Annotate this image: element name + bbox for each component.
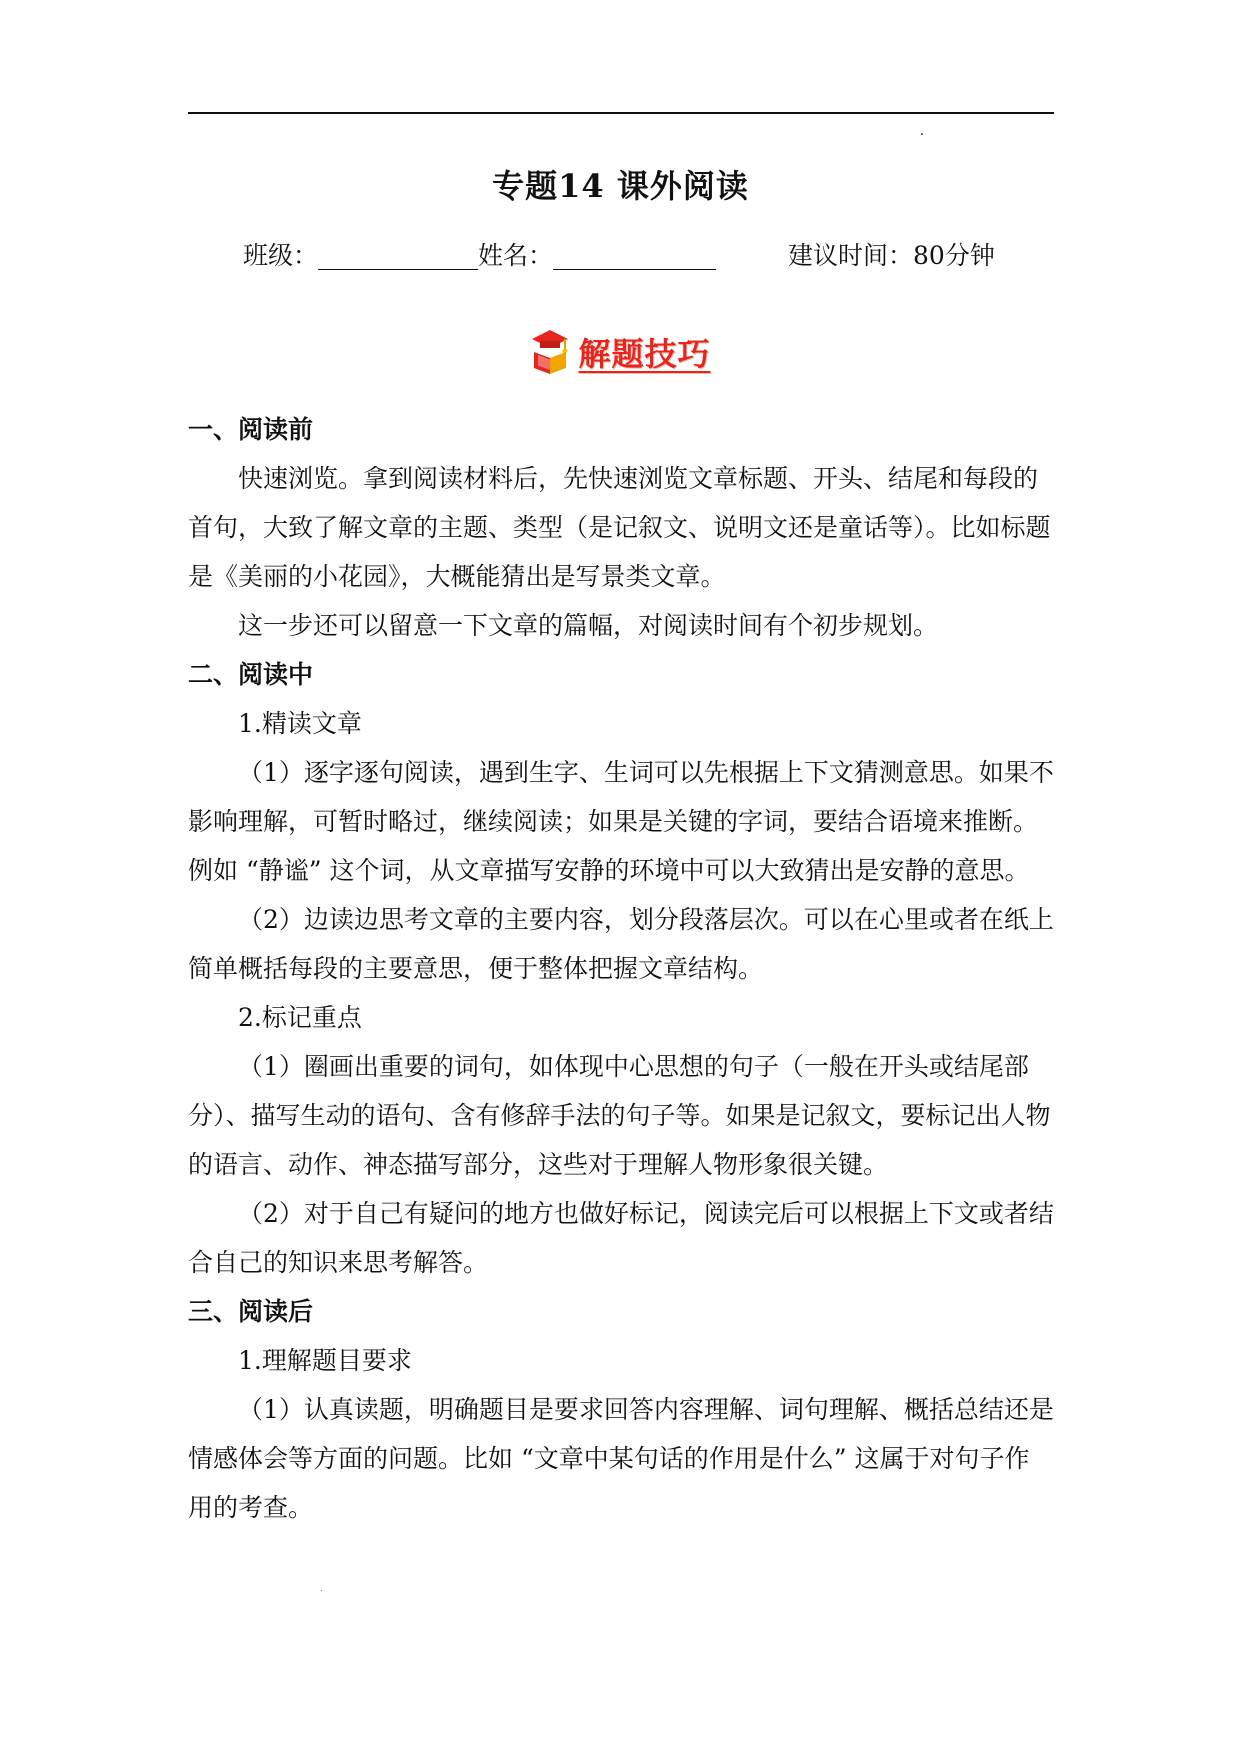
paragraph: 快速浏览。拿到阅读材料后，先快速浏览文章标题、开头、结尾和每段的首句，大致了解文章的主题、类型（是记叙文、说明文还是童话等）。比如标题是《美丽的小花园》，大概能猜出是写景类文章。 — [188, 464, 1051, 591]
class-blank[interactable] — [318, 239, 478, 270]
time-label: 建议时间：80分钟 — [788, 241, 995, 270]
paragraph: （1）认真读题，明确题目是要求回答内容理解、词句理解、概括总结还是情感体会等方面的问题。比如 “文章中某句话的作用是什么” 这属于对句子作用的考查。 — [188, 1395, 1054, 1522]
header-rule — [188, 112, 1054, 114]
document-body — [188, 405, 1054, 1532]
section-heading-after: 三、阅读后 — [188, 1297, 314, 1326]
name-blank[interactable] — [553, 239, 716, 270]
tips-banner — [0, 328, 1241, 376]
paragraph: 这一步还可以留意一下文章的篇幅，对阅读时间有个初步规划。 — [238, 611, 939, 640]
paragraph: （2）对于自己有疑问的地方也做好标记，阅读完后可以根据上下文或者结合自己的知识来思考解答。 — [188, 1199, 1054, 1277]
subheading: 2.标记重点 — [238, 1003, 362, 1032]
subheading: 1.理解题目要求 — [238, 1346, 412, 1375]
book-graduation-cap-icon — [530, 328, 570, 376]
paragraph: （1）逐字逐句阅读，遇到生字、生词可以先根据上下文猜测意思。如果不影响理解，可暂时略过，继续阅读；如果是关键的字词，要结合语境来推断。例如 “静谧” 这个词，从文章描写安静的环境中可以大致猜出是安静的意思。 — [188, 758, 1054, 885]
name-label: 姓名： — [478, 241, 554, 270]
paragraph: （2）边读边思考文章的主要内容，划分段落层次。可以在心里或者在纸上简单概括每段的主要意思，便于整体把握文章结构。 — [188, 905, 1054, 983]
section-heading-before: 一、阅读前 — [188, 415, 314, 444]
subheading: 1.精读文章 — [238, 709, 362, 738]
footer-dot — [321, 1590, 322, 1591]
tips-banner-text: 解题技巧 — [578, 335, 711, 373]
student-info-row — [243, 236, 995, 276]
header-dot — [921, 133, 923, 135]
paragraph: （1）圈画出重要的词句，如体现中心思想的句子（一般在开头或结尾部分）、描写生动的语句、含有修辞手法的句子等。如果是记叙文，要标记出人物的语言、动作、神态描写部分，这些对于理解人物形象很关键。 — [188, 1052, 1051, 1179]
page-title: 专题14 课外阅读 — [492, 167, 749, 205]
section-heading-during: 二、阅读中 — [188, 660, 314, 689]
class-label: 班级： — [243, 241, 319, 270]
